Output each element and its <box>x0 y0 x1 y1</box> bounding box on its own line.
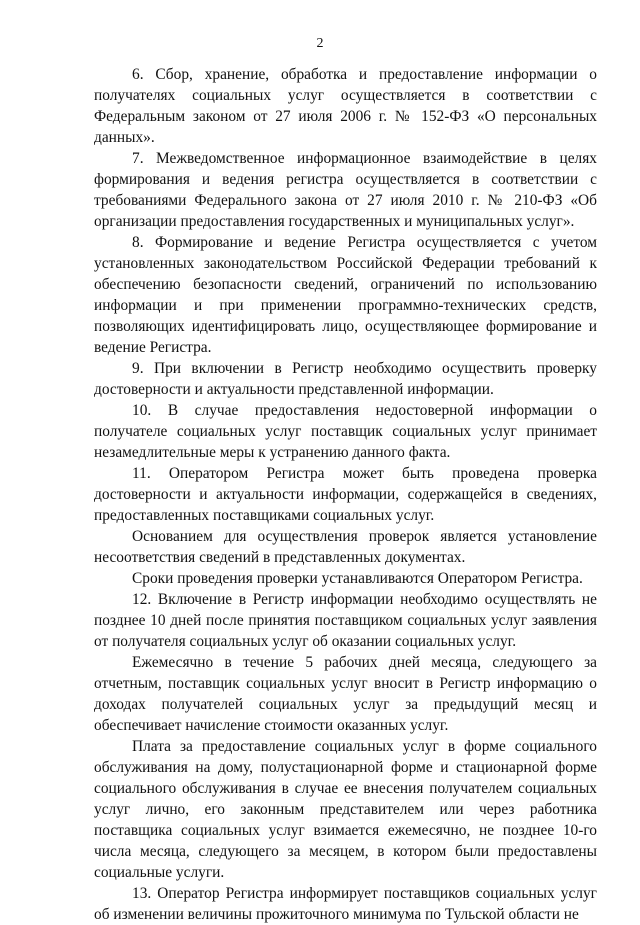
paragraph-6: 6. Сбор, хранение, обработка и предоставление информации о получателях социальных услуг осуществляется в соответствии с Федеральным законом от 27 июля 2006 г. № 152-ФЗ «О персональных данных». <box>94 66 597 146</box>
paragraph-monthly-income: Ежемесячно в течение 5 рабочих дней месяца, следующего за отчетным, поставщик социальных услуг вносит в Регистр информацию о доходах получателей социальных услуг за предыдущий месяц и обеспечивает начисление стоимости оказанных услуг. <box>94 654 597 734</box>
paragraph-payment: Плата за предоставление социальных услуг в форме социального обслуживания на дому, полустационарной форме и стационарной форме социального обслуживания в случае ее внесения получателем социальных услуг лично, его законным представителем или через работника поставщика социальных услуг взимается ежемесячно, не позднее 10-го числа месяца, следующего за месяцем, в котором были предоставлены социальные услуги. <box>94 738 597 881</box>
paragraph-verification-basis: Основанием для осуществления проверок является установление несоответствия сведений в представленных документах. <box>94 528 597 566</box>
paragraph-12: 12. Включение в Регистр информации необходимо осуществлять не позднее 10 дней после принятия поставщиком социальных услуг заявления от получателя социальных услуг об оказании социальных услуг. <box>94 591 597 650</box>
paragraph-10: 10. В случае предоставления недостоверной информации о получателе социальных услуг поставщик социальных услуг принимает незамедлительные меры к устранению данного факта. <box>94 402 597 461</box>
paragraph-9: 9. При включении в Регистр необходимо осуществить проверку достоверности и актуальности представленной информации. <box>94 360 597 398</box>
document-body <box>94 64 597 925</box>
paragraph-13: 13. Оператор Регистра информирует поставщиков социальных услуг об изменении величины прожиточного минимума по Тульской области не <box>94 885 597 923</box>
paragraph-7: 7. Межведомственное информационное взаимодействие в целях формирования и ведения регистра осуществляется в соответствии с требованиями Федерального закона от 27 июля 2010 г. № 210-ФЗ «Об организации предоставления государственных и муниципальных услуг». <box>94 150 597 230</box>
paragraph-verification-terms: Сроки проведения проверки устанавливаются Оператором Регистра. <box>132 570 583 587</box>
page-number: 2 <box>316 36 324 51</box>
paragraph-11: 11. Оператором Регистра может быть проведена проверка достоверности и актуальности информации, содержащейся в сведениях, предоставленных поставщиками социальных услуг. <box>94 465 597 524</box>
paragraph-8: 8. Формирование и ведение Регистра осуществляется с учетом установленных законодательством Российской Федерации требований к обеспечению безопасности сведений, ограничений по использованию информации и при применении программно-технических средств, позволяющих идентифицировать лицо, осуществляющее формирование и ведение Регистра. <box>94 234 597 356</box>
